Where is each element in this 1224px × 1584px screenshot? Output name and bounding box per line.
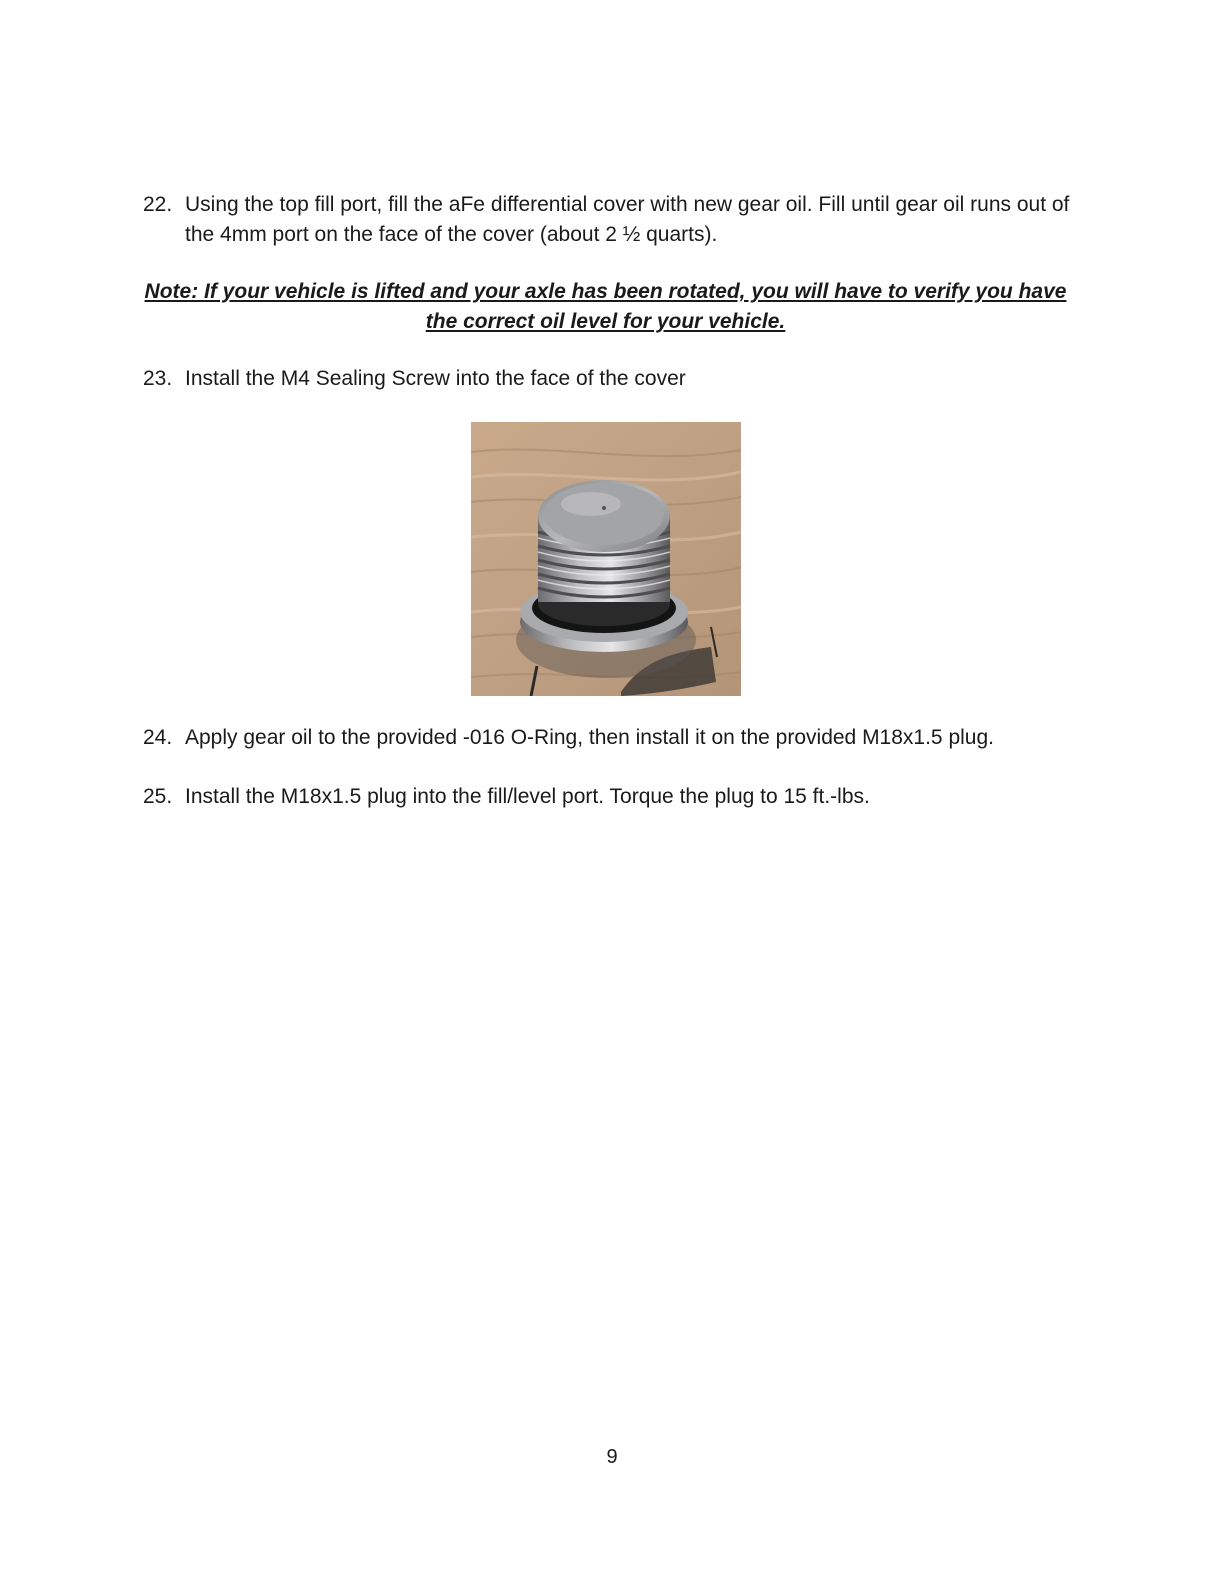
step-text: Install the M4 Sealing Screw into the face of the cover [185, 367, 686, 390]
step-text: Apply gear oil to the provided -016 O-Ring, then install it on the provided M18x1.5 plug. [185, 726, 994, 749]
step-number: 22. [143, 193, 173, 216]
step-text: Using the top fill port, fill the aFe differential cover with new gear oil. Fill until gear oil runs out of the 4mm port on the face of the cover (about 2 ½ quarts). [185, 193, 1070, 246]
step-22 [143, 190, 1083, 250]
step-25 [143, 782, 1083, 812]
step-text: Install the M18x1.5 plug into the fill/level port. Torque the plug to 15 ft.-lbs. [185, 785, 870, 808]
step-number: 23. [143, 367, 173, 390]
step-number: 25. [143, 785, 173, 808]
step-23 [143, 364, 1083, 394]
oil-level-note: Note: If your vehicle is lifted and your axle has been rotated, you will have to verify you have the correct oil level for your vehicle. [144, 280, 1067, 333]
page-number: 9 [606, 1446, 618, 1468]
step-24 [143, 723, 1083, 753]
step-number: 24. [143, 726, 173, 749]
plug-photo [471, 422, 741, 696]
